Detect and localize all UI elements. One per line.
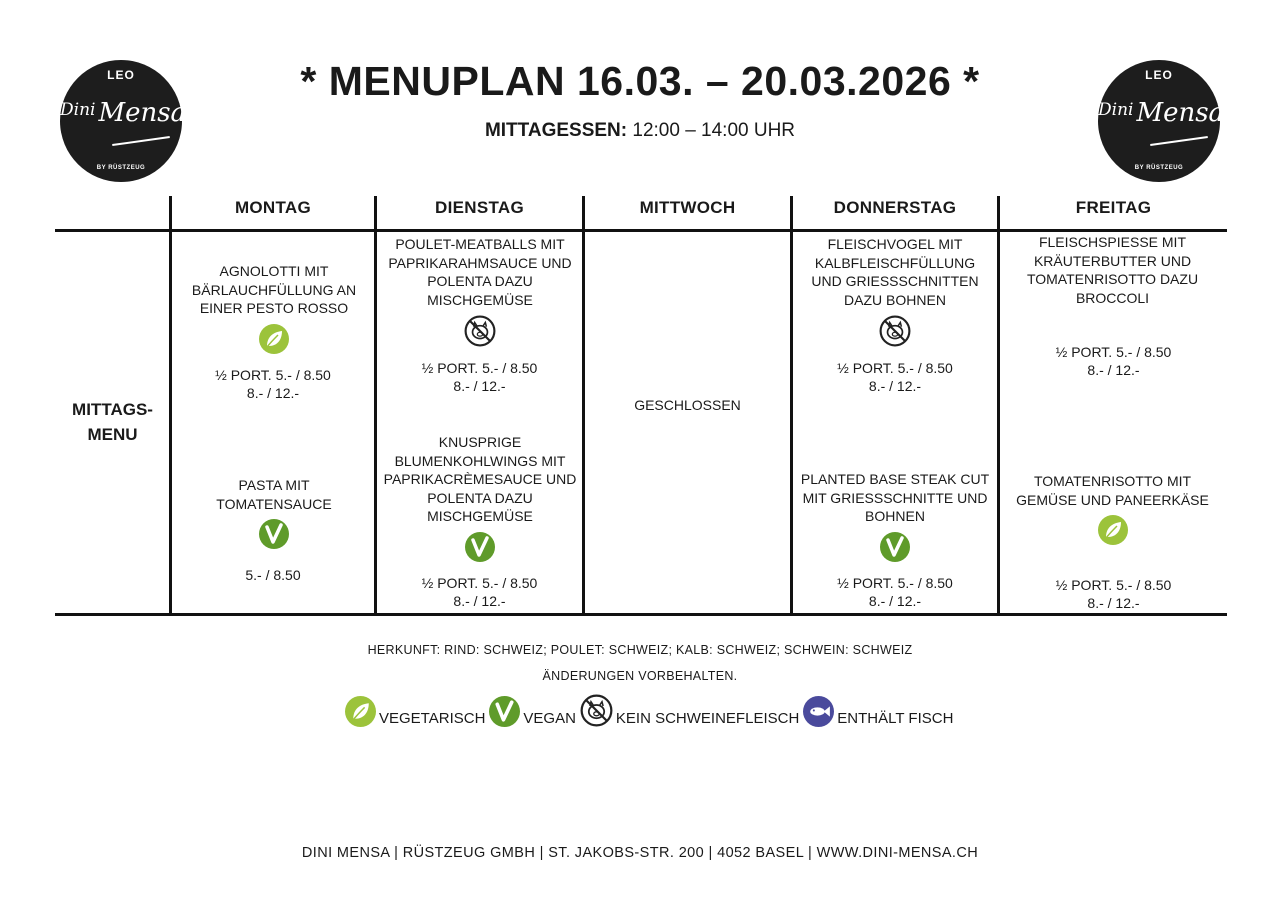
price-freitag-1: ½ PORT. 5.- / 8.50 8.- / 12.- — [1055, 344, 1172, 378]
footer-address: DINI MENSA | RÜSTZEUG GMBH | ST. JAKOBS-STR. 200 | 4052 BASEL | WWW.DINI-MENSA.CH — [301, 845, 979, 861]
vegan-icon — [489, 696, 520, 727]
table-header-divider — [55, 229, 1227, 232]
no-pork-icon — [879, 315, 911, 347]
price-dienstag-2: ½ PORT. 5.- / 8.50 8.- / 12.- — [421, 575, 538, 609]
legend-vegan: VEGAN — [489, 696, 576, 727]
dish-name: FLEISCHVOGEL MIT KALBFLEISCHFÜLLUNG UND GRIESSSCHNITTEN DAZU BOHNEN — [811, 236, 979, 308]
dish-name: PLANTED BASE STEAK CUT MIT GRIESSSCHNITTE UND BOHNEN — [800, 471, 990, 524]
no-pork-icon — [464, 315, 496, 347]
vegan-icon — [880, 532, 910, 562]
legend-vegetarian: VEGETARISCH — [345, 696, 485, 727]
price-montag-1: ½ PORT. 5.- / 8.50 8.- / 12.- — [215, 367, 331, 401]
logo-script: $^{Dini}$ Mensa — [60, 98, 187, 128]
origin-note: HERKUNFT: RIND: SCHWEIZ; POULET: SCHWEIZ; KALB: SCHWEIZ; SCHWEIN: SCHWEIZ — [367, 643, 913, 657]
day-header-montag: MONTAG — [234, 198, 312, 217]
vegetarian-icon — [1098, 515, 1128, 545]
vegetarian-icon — [259, 324, 289, 354]
logo-top-text: LEO — [1145, 68, 1173, 82]
icon-legend — [345, 693, 957, 727]
price-freitag-2: ½ PORT. 5.- / 8.50 8.- / 12.- — [1055, 577, 1172, 611]
menu-item-donnerstag-2 — [798, 470, 992, 562]
logo-script: $^{Dini}$ Mensa — [1098, 98, 1225, 128]
closed-label: GESCHLOSSEN — [634, 397, 741, 413]
page-title: * MENUPLAN 16.03. – 20.03.2026 * — [300, 58, 980, 104]
day-header-donnerstag: DONNERSTAG — [833, 198, 957, 217]
menu-item-freitag-1 — [1010, 233, 1215, 307]
table-bottom-divider — [55, 613, 1227, 616]
price-donnerstag-2: ½ PORT. 5.- / 8.50 8.- / 12.- — [837, 575, 953, 609]
logo-bottom-text: BY RÜSTZEUG — [96, 165, 146, 171]
dish-name: FLEISCHSPIESSE MIT KRÄUTERBUTTER UND TOMATENRISOTTO DAZU BROCCOLI — [1026, 234, 1199, 306]
column-divider — [997, 196, 1000, 616]
menu-item-donnerstag-1 — [798, 235, 992, 347]
row-label: MITTAGS- MENU — [72, 400, 153, 444]
changes-note: ÄNDERUNGEN VORBEHALTEN. — [542, 669, 738, 683]
dish-name: POULET-MEATBALLS MIT PAPRIKARAHMSAUCE UND POLENTA DAZU MISCHGEMÜSE — [388, 236, 572, 308]
price-dienstag-1: ½ PORT. 5.- / 8.50 8.- / 12.- — [421, 360, 538, 394]
vegetarian-icon — [345, 696, 376, 727]
legend-fish: ENTHÄLT FISCH — [803, 696, 953, 727]
column-divider — [374, 196, 377, 616]
vegan-icon — [465, 532, 495, 562]
column-divider — [790, 196, 793, 616]
vegan-icon — [259, 519, 289, 549]
no-pork-icon — [580, 694, 613, 727]
legend-no-pork: KEIN SCHWEINEFLEISCH — [580, 694, 799, 727]
logo-top-text: LEO — [107, 68, 135, 82]
logo-bottom-text: BY RÜSTZEUG — [1134, 165, 1184, 171]
menu-item-freitag-2 — [1010, 472, 1215, 545]
price-montag-2: 5.- / 8.50 — [245, 567, 301, 583]
menu-item-dienstag-2 — [383, 433, 577, 562]
menu-item-dienstag-1 — [383, 235, 577, 347]
dish-name: AGNOLOTTI MIT BÄRLAUCHFÜLLUNG AN EINER PESTO ROSSO — [191, 263, 357, 316]
dish-name: TOMATENRISOTTO MIT GEMÜSE UND PANEERKÄSE — [1016, 473, 1209, 508]
day-header-freitag: FREITAG — [1075, 198, 1152, 217]
fish-icon — [803, 696, 834, 727]
menu-item-montag-2 — [180, 476, 368, 549]
dish-name: KNUSPRIGE BLUMENKOHLWINGS MIT PAPRIKACRÈMESAUCE UND POLENTA DAZU MISCHGEMÜSE — [383, 434, 577, 524]
page-subtitle: MITTAGESSEN: 12:00 – 14:00 UHR — [484, 120, 796, 141]
dish-name: PASTA MIT TOMATENSAUCE — [216, 477, 332, 512]
day-header-dienstag: DIENSTAG — [435, 198, 524, 217]
menu-item-montag-1 — [180, 262, 368, 354]
day-header-mittwoch: MITTWOCH — [639, 198, 736, 217]
price-donnerstag-1: ½ PORT. 5.- / 8.50 8.- / 12.- — [837, 360, 953, 394]
